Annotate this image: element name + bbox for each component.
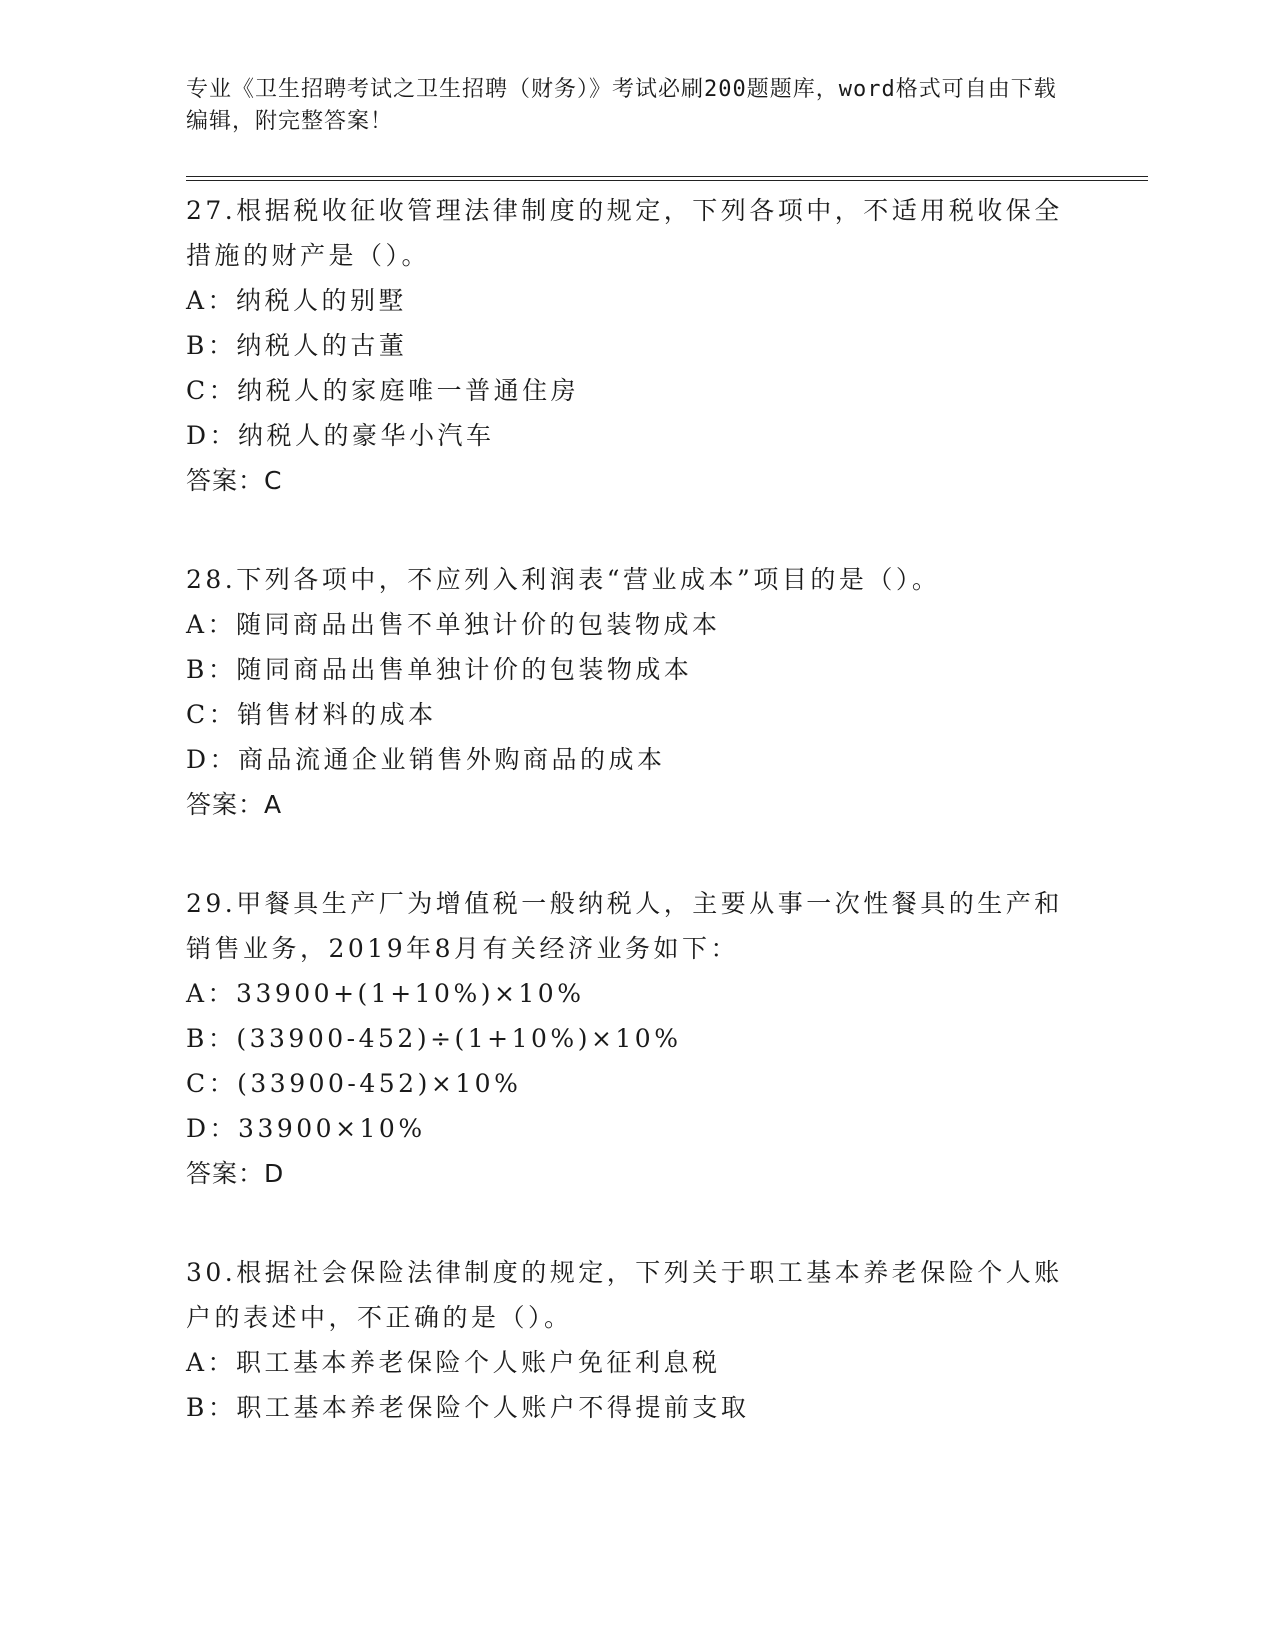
option-d: D：商品流通企业销售外购商品的成本 xyxy=(186,745,666,774)
option-d: D：33900×10% xyxy=(186,1114,426,1143)
document-header: 专业《卫生招聘考试之卫生招聘（财务）》考试必刷200题题库，word格式可自由下载编辑，附完整答案！ xyxy=(186,77,1057,134)
option-a: A：职工基本养老保险个人账户免征利息税 xyxy=(186,1348,721,1377)
option-c: C：销售材料的成本 xyxy=(186,700,437,729)
question-27 xyxy=(186,188,1086,503)
question-28 xyxy=(186,557,1086,827)
option-d: D：纳税人的豪华小汽车 xyxy=(186,421,495,450)
option-b: B：纳税人的古董 xyxy=(186,331,408,360)
option-c: C：纳税人的家庭唯一普通住房 xyxy=(186,376,580,405)
answer: 答案：C xyxy=(186,466,283,495)
answer: 答案：A xyxy=(186,790,283,819)
question-text: 30.根据社会保险法律制度的规定，下列关于职工基本养老保险个人账户的表述中，不正确的是（）。 xyxy=(186,1258,1063,1332)
question-text: 29.甲餐具生产厂为增值税一般纳税人，主要从事一次性餐具的生产和销售业务，2019年8月有关经济业务如下： xyxy=(186,889,1063,963)
option-b: B：职工基本养老保险个人账户不得提前支取 xyxy=(186,1393,750,1422)
question-list xyxy=(186,188,1086,1484)
question-29 xyxy=(186,881,1086,1196)
question-text: 28.下列各项中，不应列入利润表“营业成本”项目的是（）。 xyxy=(186,565,941,594)
option-a: A：33900+(1+10%)×10% xyxy=(186,979,585,1008)
option-a: A：纳税人的别墅 xyxy=(186,286,408,315)
question-30 xyxy=(186,1250,1086,1430)
header-divider xyxy=(186,176,1148,181)
option-b: B：(33900-452)÷(1+10%)×10% xyxy=(186,1024,682,1053)
answer: 答案：D xyxy=(186,1159,285,1188)
option-c: C：(33900-452)×10% xyxy=(186,1069,522,1098)
option-a: A：随同商品出售不单独计价的包装物成本 xyxy=(186,610,721,639)
question-text: 27.根据税收征收管理法律制度的规定，下列各项中，不适用税收保全措施的财产是（）。 xyxy=(186,196,1063,270)
option-b: B：随同商品出售单独计价的包装物成本 xyxy=(186,655,693,684)
